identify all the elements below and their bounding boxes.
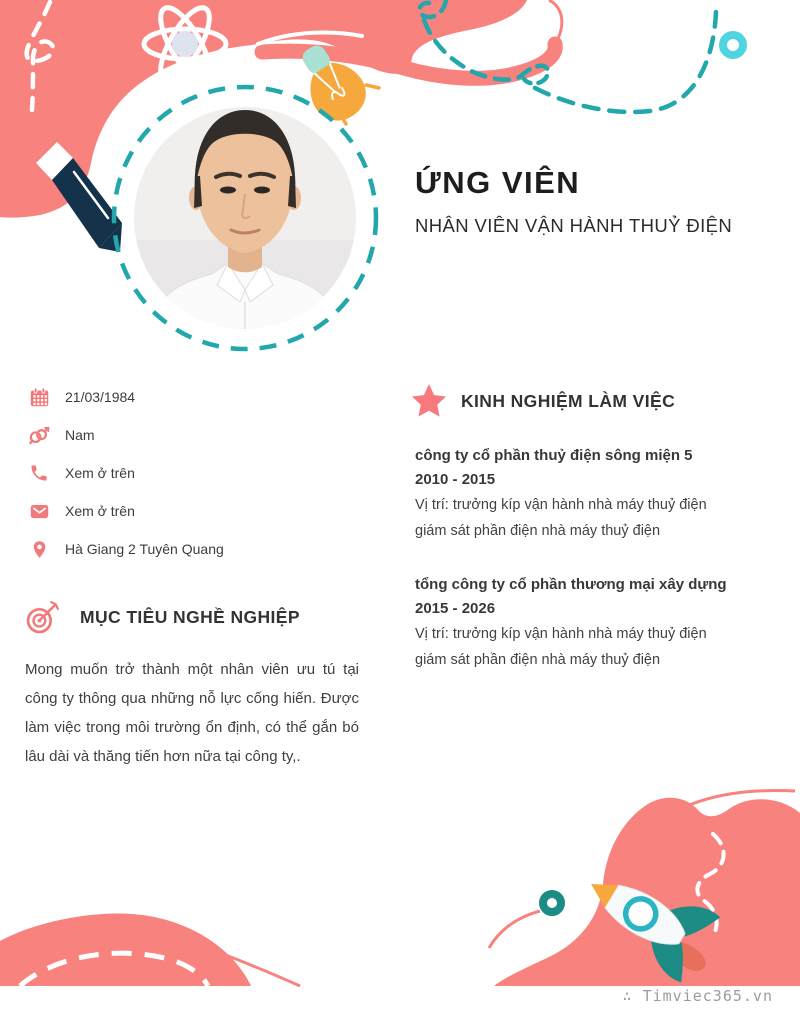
objective-heading: MỤC TIÊU NGHỀ NGHIỆP [80,606,300,627]
work-period: 2010 - 2015 [415,471,496,488]
company-name: công ty cổ phần thuỷ điện sông miện 5 [415,447,693,464]
contact-row-gender [28,416,368,454]
gender-icon [28,424,50,446]
email-value: Xem ở trên [65,503,135,519]
experience-heading: KINH NGHIỆM LÀM VIỆC [461,390,676,411]
star-icon [411,383,447,419]
company-name: tổng công ty cổ phần thương mại xây dựng [415,576,727,593]
objective-text: Mong muốn trở thành một nhân viên ưu tú tại công ty thông qua những nỗ lực cống hiến. Được làm việc trong môi trường ổn định, có thể gắn bó lâu dài và thăng tiến hơn nữa tại công ty,. [25,661,359,765]
site-watermark: ∴ Timviec365.vn [622,987,773,1005]
work-role: Vị trí: trưởng kíp vận hành nhà máy thuỷ điện [415,497,707,513]
contact-row-address [28,530,368,568]
target-dart-icon [24,598,62,636]
contact-info-list [28,378,368,568]
experience-list [415,444,745,702]
birthday-value: 21/03/1984 [65,389,136,405]
address-value: Hà Giang 2 Tuyên Quang [65,541,224,557]
experience-entry [415,444,745,544]
email-icon [28,500,50,522]
gender-value: Nam [65,427,95,443]
calendar-icon [28,386,50,408]
work-period: 2015 - 2026 [415,600,496,617]
work-role: Vị trí: trưởng kíp vận hành nhà máy thuỷ điện [415,626,707,642]
work-detail: giám sát phần điện nhà máy thuỷ điện [415,523,661,539]
objective-section-header [24,598,300,636]
phone-value: Xem ở trên [65,465,135,481]
contact-row-email [28,492,368,530]
phone-icon [28,462,50,484]
candidate-job-title: NHÂN VIÊN VẬN HÀNH THUỶ ĐIỆN [415,215,733,236]
work-detail: giám sát phần điện nhà máy thuỷ điện [415,652,661,668]
candidate-name: ỨNG VIÊN [415,165,581,200]
experience-section-header [411,382,675,420]
location-icon [28,538,50,560]
contact-row-phone [28,454,368,492]
experience-entry [415,573,745,673]
contact-row-birthday [28,378,368,416]
